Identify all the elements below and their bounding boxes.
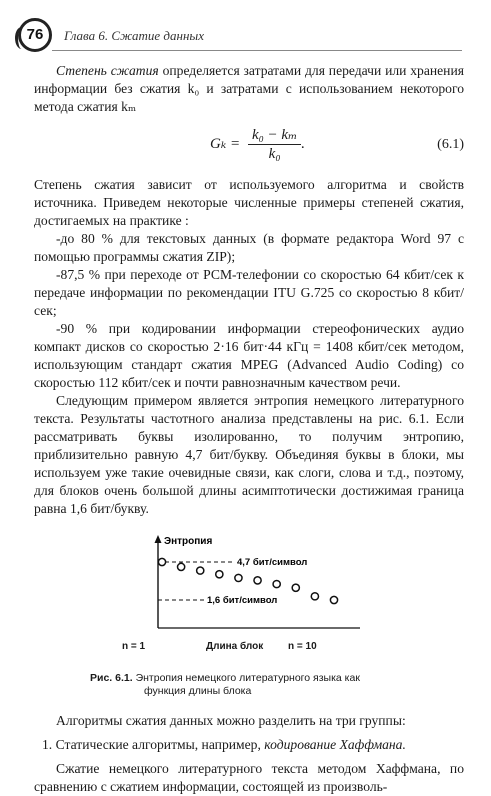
figure-reference: Рис. 6.1. (90, 672, 133, 684)
page-body (34, 62, 464, 796)
x-end-label: n = 10 (288, 641, 317, 652)
data-point (311, 593, 318, 600)
formula-lhs: Gₖ = (210, 135, 241, 152)
formula-tail: . (301, 135, 306, 152)
data-point (216, 571, 223, 578)
formula-6-1 (34, 122, 464, 170)
list-item-1-text: 1. Статические алгоритмы, например, (42, 737, 265, 752)
data-point (330, 596, 337, 603)
figure-6-1 (34, 532, 464, 668)
entropy-chart (134, 532, 374, 636)
intro-text: определяется затратами для передачи или хранения информации без сжатия k₀ и затратами с использованием некоторого метода сжатия kₘ (34, 63, 464, 114)
list-item-1 (34, 736, 464, 754)
page-header (0, 18, 491, 50)
equation-number: (6.1) (437, 137, 464, 152)
header-divider (52, 50, 462, 51)
intro-paragraph (34, 62, 464, 116)
formula-denominator: k₀ (268, 146, 281, 162)
upper-line-label: 4,7 бит/символ (237, 557, 308, 568)
paragraph-6: Алгоритмы сжатия данных можно разделить на три группы: (56, 713, 406, 728)
chapter-title: Глава 6. Сжатие данных (64, 28, 204, 43)
y-axis-arrow-icon (155, 535, 162, 543)
data-point (292, 584, 299, 591)
data-point (158, 558, 165, 565)
data-point (235, 574, 242, 581)
data-point (254, 577, 261, 584)
term-compression-ratio: Степень сжатия (56, 63, 159, 78)
x-axis-labels (122, 638, 392, 652)
data-point (178, 563, 185, 570)
figure-caption (90, 672, 410, 698)
paragraph-1: Степень сжатия зависит от используемого алгоритма и свойств источника. Приведем некоторые численные примеры степеней сжатия, достигаемых на практике : (34, 177, 464, 228)
y-axis-label: Энтропия (164, 536, 213, 547)
formula-body (210, 126, 305, 163)
lower-line-label: 1,6 бит/символ (207, 595, 278, 606)
paragraph-7: Сжатие немецкого литературного текста методом Хаффмана, по сравнению с сжатием информации, состоящей из произволь- (34, 761, 464, 794)
x-start-label: n = 1 (122, 641, 146, 652)
x-axis-label: Длина блок (206, 641, 264, 652)
formula-fraction (248, 126, 301, 163)
paragraph-5: Следующим примером является энтропия немецкого литературного текста. Результаты частотного анализа представлены на рис. 6.1. Если рассматривать буквы изолированно, то получим энтропию, приблизительно равную 4,7 бит/букву. Объединяя буквы в блоки, мы используем уже такие очевидные связи, как слоги, слова и т.д., поэтому, для блоков очень большой длины асимптотически достижимая граница равна 1,6 бит/букву. (34, 393, 464, 516)
paragraph-2: -до 80 % для текстовых данных (в формате редактора Word 97 с помощью программы сжатия ZIP); (34, 231, 464, 264)
data-point (197, 567, 204, 574)
paragraph-4: -90 % при кодировании информации стереофонических аудио компакт дисков со скоростью 2·16 бит·44 кГц = 1408 кбит/сек методом, использующим стандарт сжатия MPEG (Advanced Audio Coding) со скоростью 112 кбит/сек и почти равнозначным качеством речи. (34, 321, 464, 390)
caption-line-2: функция длины блока (144, 685, 252, 697)
page-number-badge (18, 18, 52, 52)
caption-line-1: Энтропия немецкого литературного языка как (132, 672, 360, 684)
list-item-1-emphasis: кодирование Хаффмана. (264, 737, 406, 752)
formula-numerator: k₀ − kₘ (248, 126, 301, 145)
data-point (273, 580, 280, 587)
page-number: 76 (26, 26, 44, 43)
paragraph-3: -87,5 % при переходе от РСМ-телефонии со скоростью 64 кбит/сек к передаче информации по рекомендации ITU G.725 со скоростью 8 кбит/сек; (34, 267, 464, 318)
